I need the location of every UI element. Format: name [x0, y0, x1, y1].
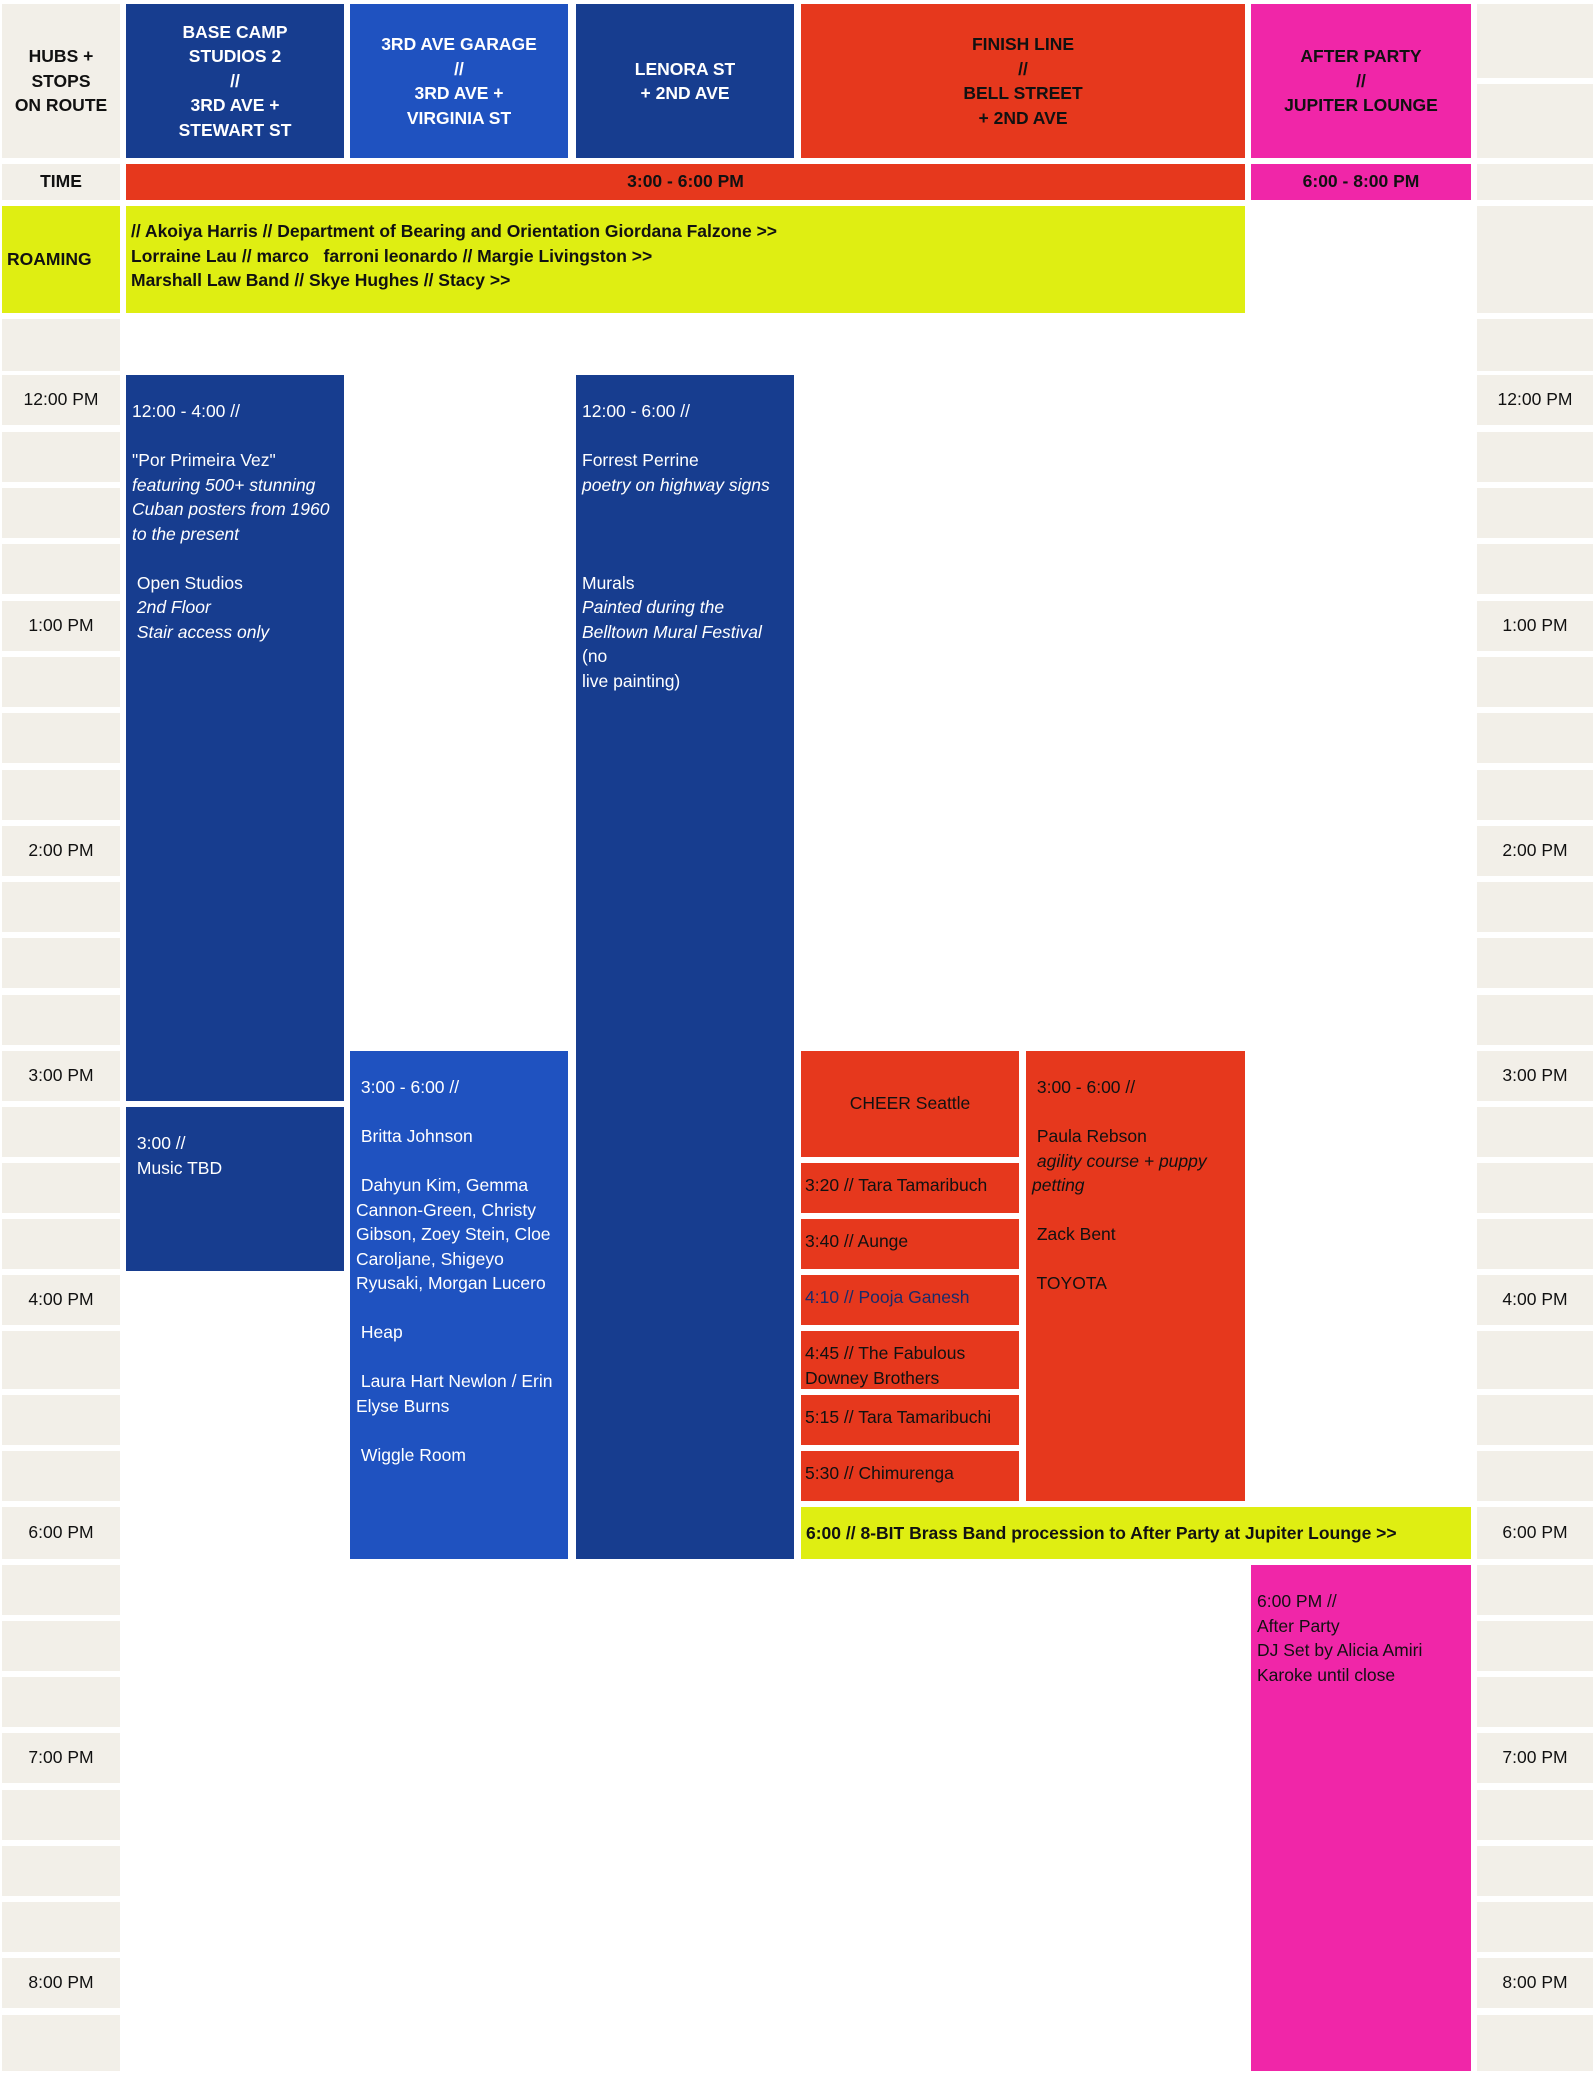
time-slot: [1477, 1565, 1593, 1615]
time-slot: [1477, 713, 1593, 763]
header-after-party: AFTER PARTY // JUPITER LOUNGE: [1251, 4, 1471, 158]
roaming-performers: [126, 206, 1245, 313]
garage-performer: Britta Johnson: [356, 1126, 473, 1146]
roaming-line: Marshall Law Band // Skye Hughes // Stacy >>: [131, 270, 511, 290]
zack-bent: Zack Bent: [1032, 1224, 1116, 1244]
time-label: 1:00 PM: [2, 601, 120, 651]
time-row-right-blank: [1477, 164, 1593, 200]
time-slot: [1477, 1331, 1593, 1389]
time-slot: [1477, 657, 1593, 707]
roaming-label: ROAMING: [2, 206, 120, 313]
time-slot: [1477, 1677, 1593, 1727]
finish-side-time: 3:00 - 6:00 //: [1032, 1077, 1136, 1097]
schedule-slot-340: 3:40 // Aunge: [801, 1219, 1019, 1269]
time-slot: [2, 1902, 120, 1952]
time-slot: [1477, 1163, 1593, 1213]
garage-performer: Laura Hart Newlon / Erin Elyse Burns: [356, 1371, 558, 1416]
open-studios-label: Open Studios: [132, 572, 243, 593]
base-camp-exhibit-block: [126, 375, 344, 1101]
time-slot: [2, 1565, 120, 1615]
brass-band-procession: 6:00 // 8-BIT Brass Band procession to After Party at Jupiter Lounge >>: [801, 1507, 1471, 1559]
time-label: 3:00 PM: [1477, 1051, 1593, 1101]
karaoke: Karoke until close: [1257, 1664, 1396, 1685]
time-slot: [2, 1107, 120, 1157]
time-slot: [2, 1331, 120, 1389]
time-label: 6:00 PM: [2, 1507, 120, 1559]
time-row-label: TIME: [2, 164, 120, 200]
time-slot: [2, 1395, 120, 1445]
time-slot: [1477, 770, 1593, 820]
roaming-right-blank: [1477, 206, 1593, 313]
murals-description: Painted during the: [582, 597, 725, 617]
header-finish-line: FINISH LINE // BELL STREET + 2ND AVE: [801, 4, 1245, 158]
after-party-label: After Party: [1257, 1615, 1340, 1636]
after-party-time: 6:00 PM //: [1257, 1591, 1337, 1611]
exhibit-description: Cuban posters from 1960: [132, 499, 330, 519]
header-lenora-st: LENORA ST + 2ND AVE: [576, 4, 794, 158]
time-slot: [1477, 938, 1593, 988]
schedule-slot-445: 4:45 // The Fabulous Downey Brothers: [801, 1331, 1019, 1389]
schedule-slot-320: 3:20 // Tara Tamaribuch: [801, 1163, 1019, 1213]
time-slot: [1477, 1451, 1593, 1501]
garage-performers-block: [350, 1051, 568, 1559]
time-slot: [1477, 1902, 1593, 1952]
time-label: 1:00 PM: [1477, 601, 1593, 651]
time-slot: [2, 938, 120, 988]
time-slot: [1477, 544, 1593, 594]
header-3rd-ave-garage: 3RD AVE GARAGE // 3RD AVE + VIRGINIA ST: [350, 4, 568, 158]
garage-performer: Wiggle Room: [356, 1444, 466, 1465]
time-label: 8:00 PM: [1477, 1958, 1593, 2008]
finish-side-block: [1026, 1051, 1245, 1501]
time-slot: [2, 657, 120, 707]
time-slot: [1477, 1621, 1593, 1671]
header-hubs-stops: HUBS + STOPS ON ROUTE: [2, 4, 120, 158]
exhibit-description: to the present: [132, 523, 240, 544]
time-slot: [2, 1451, 120, 1501]
time-span-after-party: 6:00 - 8:00 PM: [1251, 164, 1471, 200]
garage-performer: Heap: [356, 1322, 403, 1342]
roaming-line: // Akoiya Harris // Department of Bearing and Orientation Giordana Falzone >>: [131, 221, 778, 241]
time-label: 2:00 PM: [1477, 826, 1593, 876]
time-label: 7:00 PM: [2, 1733, 120, 1783]
time-slot: [2, 488, 120, 538]
time-label: 6:00 PM: [1477, 1507, 1593, 1559]
time-slot: [2, 1790, 120, 1840]
time-slot: [2, 319, 120, 371]
time-label: 8:00 PM: [2, 1958, 120, 2008]
cheer-seattle-slot: CHEER Seattle: [801, 1051, 1019, 1157]
toyota: TOYOTA: [1032, 1273, 1107, 1293]
music-time: 3:00 //: [132, 1133, 186, 1153]
time-slot: [2, 770, 120, 820]
time-slot: [2, 1846, 120, 1896]
time-slot: [2, 882, 120, 932]
lenora-time: 12:00 - 6:00 //: [582, 401, 690, 421]
schedule-slot-530: 5:30 // Chimurenga: [801, 1451, 1019, 1501]
base-camp-music-block: [126, 1107, 344, 1271]
agility-course: agility course + puppy petting: [1032, 1150, 1212, 1195]
time-label: 7:00 PM: [1477, 1733, 1593, 1783]
time-slot: [1477, 1219, 1593, 1269]
time-label: 3:00 PM: [2, 1051, 120, 1101]
time-label: 4:00 PM: [2, 1275, 120, 1325]
exhibit-description: featuring 500+ stunning: [132, 474, 316, 495]
time-label: 12:00 PM: [2, 375, 120, 425]
dj-set: DJ Set by Alicia Amiri: [1257, 1640, 1423, 1660]
time-slot: [2, 1219, 120, 1269]
time-slot: [2, 1621, 120, 1671]
header-right-blank-top: [1477, 4, 1593, 78]
time-span-main: 3:00 - 6:00 PM: [126, 164, 1245, 200]
after-party-block: [1251, 1565, 1471, 2071]
time-slot: [1477, 1107, 1593, 1157]
time-slot: [1477, 432, 1593, 482]
schedule-slot-515: 5:15 // Tara Tamaribuchi: [801, 1395, 1019, 1445]
time-slot: [1477, 1395, 1593, 1445]
schedule-slot-410: 4:10 // Pooja Ganesh: [801, 1275, 1019, 1325]
header-right-blank-bottom: [1477, 84, 1593, 158]
time-slot: [2, 432, 120, 482]
garage-performer: Dahyun Kim, Gemma Cannon-Green, Christy Gibson, Zoey Stein, Cloe Caroljane, Shigeyo Ryusaki, Morgan Lucero: [356, 1175, 556, 1293]
roaming-line: Lorraine Lau // marco farroni leonardo // Margie Livingston >>: [131, 245, 653, 266]
music-label: Music TBD: [132, 1157, 223, 1178]
murals-description: Belltown Mural Festival (no: [582, 621, 762, 666]
lenora-block: [576, 375, 794, 1559]
open-studios-access: Stair access only: [132, 621, 270, 642]
time-slot: [1477, 2015, 1593, 2071]
murals-label: Murals: [582, 572, 635, 593]
murals-note: live painting): [582, 670, 681, 691]
open-studios-floor: 2nd Floor: [132, 597, 211, 617]
time-slot: [2, 2015, 120, 2071]
header-base-camp-studios: BASE CAMP STUDIOS 2 // 3RD AVE + STEWART ST: [126, 4, 344, 158]
time-slot: [2, 995, 120, 1045]
base-camp-exhibit-time: 12:00 - 4:00 //: [132, 401, 240, 421]
por-primeira-vez-title: "Por Primeira Vez": [132, 450, 276, 470]
time-label: 2:00 PM: [2, 826, 120, 876]
forrest-perrine: Forrest Perrine: [582, 450, 699, 470]
garage-time: 3:00 - 6:00 //: [356, 1077, 460, 1097]
time-slot: [2, 713, 120, 763]
time-label: 12:00 PM: [1477, 375, 1593, 425]
time-slot: [2, 1163, 120, 1213]
time-slot: [1477, 995, 1593, 1045]
poetry-description: poetry on highway signs: [582, 474, 770, 495]
time-slot: [1477, 1846, 1593, 1896]
time-slot: [1477, 488, 1593, 538]
time-slot: [1477, 319, 1593, 371]
time-slot: [1477, 1790, 1593, 1840]
paula-rebson: Paula Rebson: [1032, 1126, 1147, 1146]
time-slot: [2, 544, 120, 594]
time-label: 4:00 PM: [1477, 1275, 1593, 1325]
time-slot: [2, 1677, 120, 1727]
time-slot: [1477, 882, 1593, 932]
